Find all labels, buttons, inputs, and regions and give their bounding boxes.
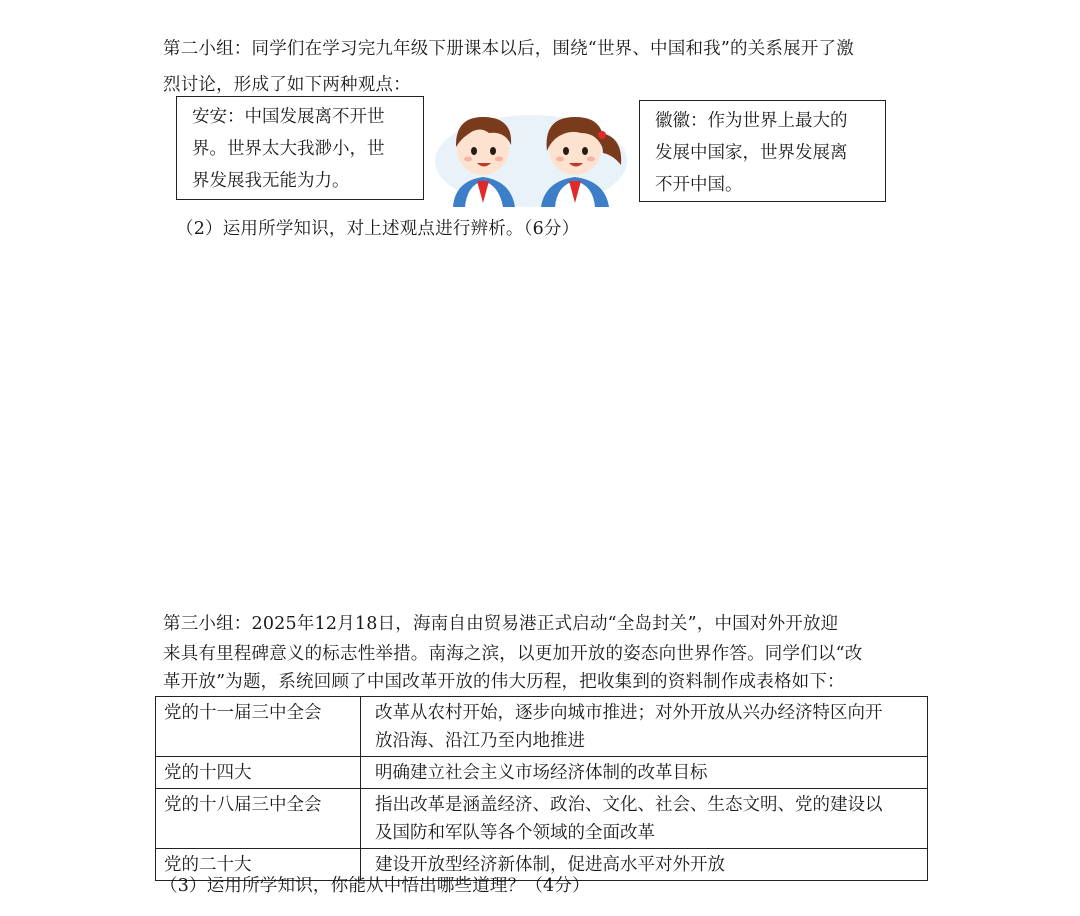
viewpoint-huihui-line: 徽徽：作为世界上最大的 [655,111,848,131]
question-3: （3）运用所学知识，你能从中悟出哪些道理？（4分） [160,876,590,896]
viewpoint-anan-line: 界发展我无能为力。 [192,171,350,191]
content-line: 放沿海、沿江乃至内地推进 [375,731,585,751]
viewpoint-anan-line: 安安：中国发展离不开世 [192,107,385,127]
content-cell [361,789,928,849]
content-line: 指出改革是涵盖经济、政治、文化、社会、生态文明、党的建设以 [375,795,883,815]
two-students-illustration [431,103,631,207]
viewpoint-anan-line: 界。世界太大我渺小，世 [192,139,385,159]
viewpoint-box-anan [176,96,424,200]
meeting-cell: 党的二十大 [156,849,361,881]
viewpoint-box-huihui [639,100,886,202]
meeting-cell: 党的十一届三中全会 [156,697,361,757]
table-row [156,757,928,789]
meeting-cell: 党的十四大 [156,757,361,789]
section3-intro-line2: 来具有里程碑意义的标志性举措。南海之滨，以更加开放的姿态向世界作答。同学们以“改 [163,644,863,664]
table-row [156,789,928,849]
reform-history-table [155,696,928,881]
section2-intro-line1: 第二小组：同学们在学习完九年级下册课本以后，围绕“世界、中国和我”的关系展开了激 [163,39,854,59]
content-line: 明确建立社会主义市场经济体制的改革目标 [375,763,708,783]
section2-intro-line2: 烈讨论，形成了如下两种观点： [163,75,411,95]
content-line: 改革从农村开始，逐步向城市推进；对外开放从兴办经济特区向开 [375,703,883,723]
content-cell [361,757,928,789]
section3-intro-line3: 革开放”为题，系统回顾了中国改革开放的伟大历程，把收集到的资料制作成表格如下： [163,672,845,692]
content-line: 及国防和军队等各个领域的全面改革 [375,823,655,843]
section3-intro-line1: 第三小组：2025年12月18日，海南自由贸易港正式启动“全岛封关”，中国对外开放迎 [163,614,839,634]
content-cell [361,697,928,757]
content-line: 建设开放型经济新体制，促进高水平对外开放 [375,855,725,875]
meeting-cell: 党的十八届三中全会 [156,789,361,849]
question-2: （2）运用所学知识，对上述观点进行辨析。（6分） [176,219,580,239]
viewpoint-huihui-line: 发展中国家，世界发展离 [655,143,848,163]
viewpoint-huihui-line: 不开中国。 [655,175,743,195]
table-row [156,697,928,757]
